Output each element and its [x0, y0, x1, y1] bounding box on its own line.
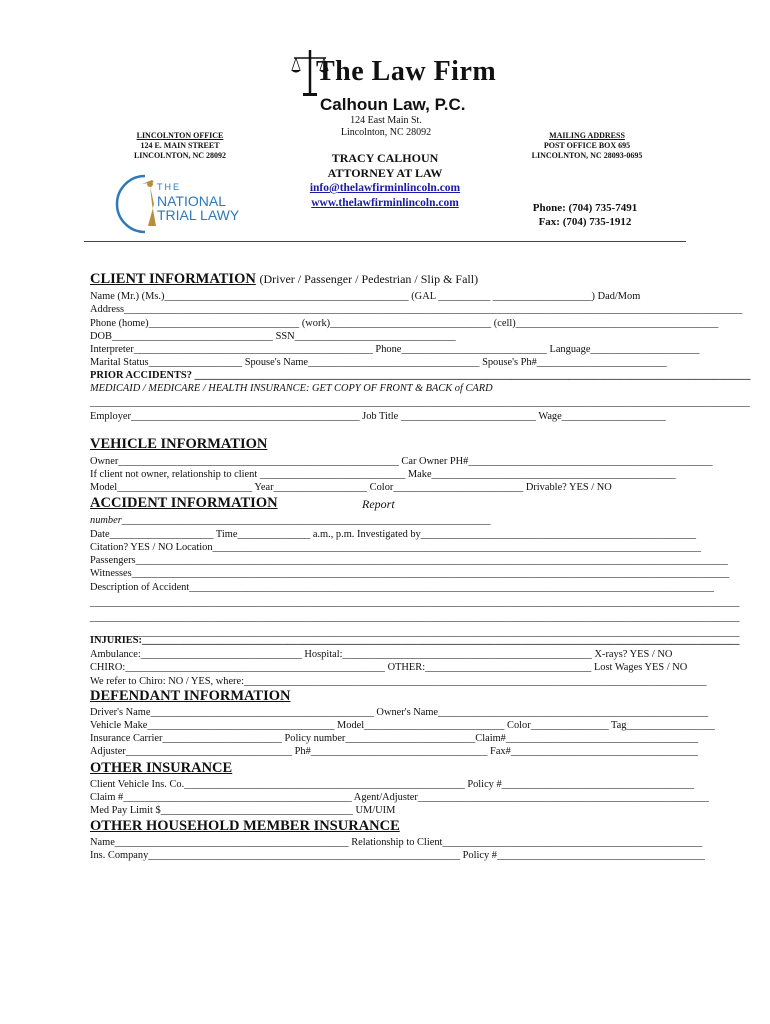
- defendant-vehicle-field[interactable]: Vehicle Make____________________________________ Model___________________________ Color_______________ Tag_________________: [90, 720, 715, 731]
- client-information-heading: CLIENT INFORMATION (Driver / Passenger / Pedestrian / Slip & Fall): [90, 271, 479, 287]
- description-line[interactable]: _____________________________________________________________________________________________________________________________: [90, 612, 740, 623]
- contact-links: [290, 181, 480, 211]
- ambulance-hospital-field[interactable]: Ambulance:_______________________________ Hospital:________________________________________________ X-rays? YES / NO: [90, 649, 673, 660]
- header-divider: [84, 241, 686, 242]
- defendant-information-heading: DEFENDANT INFORMATION: [90, 688, 291, 704]
- lincolnton-office: LINCOLNTON OFFICE 124 E. MAIN STREET LINCOLNTON, NC 28092: [133, 131, 227, 160]
- lady-justice-icon: [130, 174, 160, 234]
- website-link[interactable]: www.thelawfirminlincoln.com: [311, 197, 459, 209]
- passengers-field[interactable]: Passengers__________________________________________________________________________________________________________________: [90, 555, 728, 566]
- description-line[interactable]: _____________________________________________________________________________________________________________________________: [90, 627, 740, 638]
- injuries-field[interactable]: INJURIES:___________________________________________________________________________________________________________________: [90, 635, 740, 646]
- accident-date-field[interactable]: Date____________________ Time______________ a.m., p.m. Investigated by_____________________________________________________: [90, 529, 697, 540]
- firm-name: Calhoun Law, P.C.: [320, 95, 466, 114]
- chiro-field[interactable]: CHIRO:__________________________________________________ OTHER:________________________________ Lost Wages YES / NO: [90, 662, 688, 673]
- logo-title: The Law Firm: [316, 56, 497, 87]
- attorney-name: TRACY CALHOUN ATTORNEY AT LAW: [327, 151, 443, 180]
- email-link[interactable]: info@thelawfirminlincoln.com: [309, 182, 461, 194]
- chiro-referral-field[interactable]: We refer to Chiro: NO / YES, where:_________________________________________________________________________________________: [90, 676, 707, 687]
- employer-field[interactable]: Employer____________________________________________ Job Title __________________________ Wage____________________: [90, 411, 666, 422]
- witnesses-field[interactable]: Witnesses___________________________________________________________________________________________________________________: [90, 568, 730, 579]
- description-line[interactable]: _____________________________________________________________________________________________________________________________: [90, 597, 740, 608]
- citation-location-field[interactable]: Citation? YES / NO Location______________________________________________________________________________________________: [90, 542, 701, 553]
- client-marital-field[interactable]: Marital Status__________________ Spouse's Name_________________________________ Spouse's Ph#_________________________: [90, 357, 667, 368]
- client-interpreter-field[interactable]: Interpreter______________________________________________ Phone____________________________ Language_____________________: [90, 344, 700, 355]
- vehicle-relationship-field[interactable]: If client not owner, relationship to client ____________________________ Make_______________________________________________: [90, 469, 676, 480]
- description-field[interactable]: Description of Accident_____________________________________________________________________________________________________: [90, 582, 714, 593]
- client-address-field[interactable]: Address_______________________________________________________________________________________________________________________: [90, 304, 743, 315]
- household-company-field[interactable]: Ins. Company____________________________________________________________ Policy #________________________________________: [90, 850, 705, 861]
- vehicle-model-field[interactable]: Model__________________________ Year__________________ Color_________________________ Drivable? YES / NO: [90, 482, 612, 493]
- mailing-address: MAILING ADDRESS POST OFFICE BOX 695 LINCOLNTON, NC 28093-0695: [531, 131, 643, 160]
- defendant-insurance-field[interactable]: Insurance Carrier_______________________ Policy number_________________________Claim#_____________________________________: [90, 733, 699, 744]
- client-name-field[interactable]: Name (Mr.) (Ms.)_______________________________________________ (GAL __________ ___________________) Dad/Mom: [90, 291, 641, 302]
- household-name-field[interactable]: Name_____________________________________________ Relationship to Client__________________________________________________: [90, 837, 703, 848]
- other-insurance-heading: OTHER INSURANCE: [90, 760, 233, 776]
- defendant-driver-field[interactable]: Driver's Name___________________________________________ Owner's Name____________________________________________________: [90, 707, 709, 718]
- claim-agent-field[interactable]: Claim #____________________________________________ Agent/Adjuster________________________________________________________: [90, 792, 709, 803]
- report-number-field[interactable]: number_______________________________________________________________________: [90, 515, 491, 526]
- medicaid-note: MEDICAID / MEDICARE / HEALTH INSURANCE: GET COPY OF FRONT & BACK of CARD: [90, 383, 493, 394]
- vehicle-owner-field[interactable]: Owner______________________________________________________ Car Owner PH#_______________________________________________: [90, 456, 713, 467]
- vehicle-information-heading: VEHICLE INFORMATION: [90, 436, 268, 452]
- blank-line[interactable]: _______________________________________________________________________________________________________________________________: [90, 397, 750, 408]
- client-phone-field[interactable]: Phone (home)_____________________________ (work)_______________________________ (cell)_______________________________________: [90, 318, 719, 329]
- med-pay-field[interactable]: Med Pay Limit $_____________________________________ UM/UIM: [90, 805, 396, 816]
- client-dob-field[interactable]: DOB_______________________________ SSN_______________________________: [90, 331, 456, 342]
- report-label: Report: [362, 497, 395, 511]
- client-vehicle-ins-field[interactable]: Client Vehicle Ins. Co.______________________________________________________ Policy #_____________________________________: [90, 779, 694, 790]
- national-trial-lawyers-logo: THE NATIONAL TRIAL LAWY: [130, 174, 240, 234]
- accident-information-heading: ACCIDENT INFORMATION: [90, 495, 278, 511]
- firm-address: 124 East Main St. Lincolnton, NC 28092: [340, 115, 432, 138]
- household-insurance-heading: OTHER HOUSEHOLD MEMBER INSURANCE: [90, 818, 400, 834]
- phone-fax: Phone: (704) 735-7491 Fax: (704) 735-1912: [532, 202, 638, 228]
- prior-accidents-field[interactable]: PRIOR ACCIDENTS? ___________________________________________________________________________________________________________: [90, 370, 751, 381]
- defendant-adjuster-field[interactable]: Adjuster________________________________ Ph#__________________________________ Fax#____________________________________: [90, 746, 698, 757]
